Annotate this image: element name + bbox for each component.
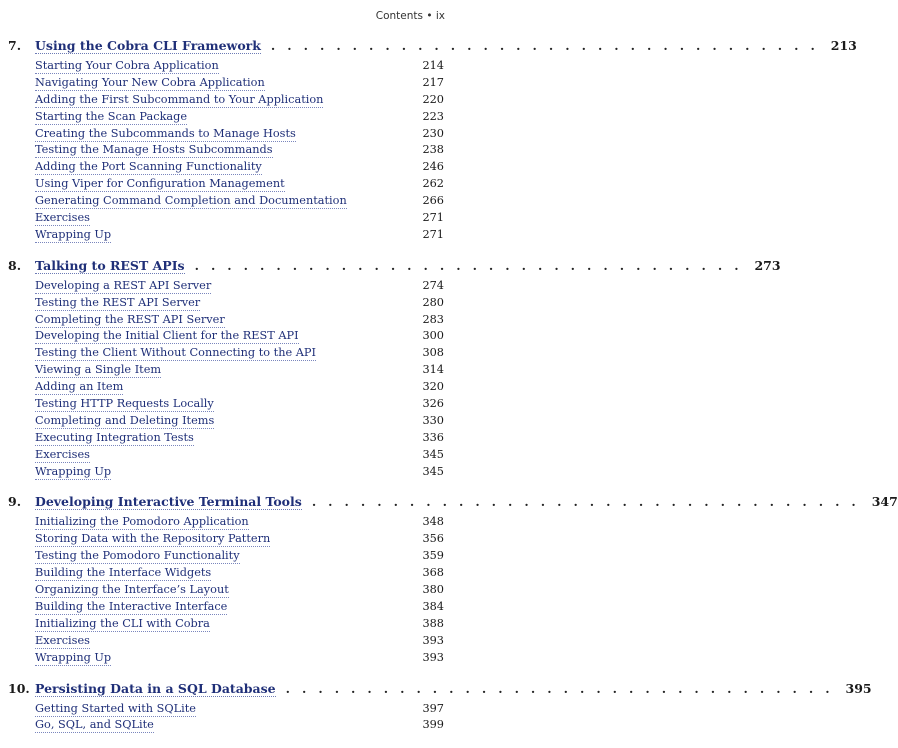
page-header: Contents • ix (375, 10, 445, 22)
dot-leader: .................................. (285, 680, 842, 696)
section-page-number: 271 (422, 227, 444, 241)
section-page-number: 356 (422, 532, 444, 546)
section-title-link[interactable]: Testing the REST API Server (35, 295, 201, 309)
section-entry[interactable] (8, 76, 444, 93)
section-title-link[interactable]: Wrapping Up (35, 650, 112, 664)
section-title-link[interactable]: Go, SQL, and SQLite (35, 718, 154, 732)
section-title-link[interactable]: Using Viper for Configuration Management (35, 177, 285, 191)
section-page-number: 359 (422, 549, 444, 563)
section-page-number: 388 (422, 616, 444, 630)
chapter-number: 9. (8, 494, 22, 510)
section-page-number: 246 (422, 160, 444, 174)
section-entry[interactable] (8, 431, 444, 448)
section-entry[interactable] (8, 93, 444, 110)
section-entry[interactable] (8, 600, 444, 617)
section-title-link[interactable]: Exercises (35, 633, 90, 647)
section-page-number: 368 (422, 566, 444, 580)
section-page-number: 393 (422, 633, 444, 647)
chapter-entry[interactable] (8, 38, 857, 59)
section-page-number: 283 (422, 312, 444, 326)
section-entry[interactable] (8, 566, 444, 583)
chapter-block (8, 38, 857, 245)
dot-leader: .................................. (270, 38, 827, 53)
section-title-link[interactable]: Starting the Scan Package (35, 109, 188, 123)
section-title-link[interactable]: Testing the Pomodoro Functionality (35, 549, 240, 563)
section-title-link[interactable]: Exercises (35, 211, 90, 225)
section-title-link[interactable]: Testing HTTP Requests Locally (35, 397, 214, 411)
section-entry[interactable] (8, 194, 444, 211)
section-title-link[interactable]: Initializing the CLI with Cobra (35, 616, 210, 630)
chapter-page-number: 213 (830, 38, 857, 53)
section-title-link[interactable]: Starting Your Cobra Application (35, 59, 219, 72)
section-title-link[interactable]: Storing Data with the Repository Pattern (35, 532, 271, 546)
chapter-title-link[interactable]: Developing Interactive Terminal Tools (35, 494, 302, 510)
section-title-link[interactable]: Completing and Deleting Items (35, 413, 215, 427)
section-page-number: 300 (422, 329, 444, 343)
section-title-link[interactable]: Developing the Initial Client for the REST API (35, 329, 299, 343)
section-title-link[interactable]: Creating the Subcommands to Manage Hosts (35, 126, 296, 140)
section-page-number: 266 (422, 194, 444, 208)
section-page-number: 380 (422, 583, 444, 597)
section-page-number: 238 (422, 143, 444, 157)
section-entry[interactable] (8, 532, 444, 549)
section-title-link[interactable]: Wrapping Up (35, 227, 112, 241)
section-entry[interactable] (8, 718, 444, 735)
section-title-link[interactable]: Building the Interactive Interface (35, 599, 228, 613)
section-entry[interactable] (8, 515, 444, 532)
section-entry[interactable] (8, 279, 444, 296)
section-entry[interactable] (8, 296, 444, 313)
section-title-link[interactable]: Viewing a Single Item (35, 363, 162, 377)
section-title-link[interactable]: Getting Started with SQLite (35, 701, 196, 715)
section-page-number: 397 (422, 701, 444, 715)
chapter-number: 8. (8, 257, 22, 273)
section-page-number: 217 (422, 75, 444, 89)
section-page-number: 223 (422, 109, 444, 123)
section-page-number: 399 (422, 718, 444, 732)
section-page-number: 384 (422, 599, 444, 613)
section-title-link[interactable]: Exercises (35, 447, 90, 461)
section-page-number: 320 (422, 380, 444, 394)
section-page-number: 330 (422, 413, 444, 427)
section-entry[interactable] (8, 583, 444, 600)
section-entry[interactable] (8, 160, 444, 177)
section-page-number: 214 (422, 59, 444, 72)
section-entry[interactable] (8, 549, 444, 566)
section-title-link[interactable]: Executing Integration Tests (35, 430, 194, 444)
section-title-link[interactable]: Adding an Item (35, 380, 124, 394)
section-page-number: 271 (422, 211, 444, 225)
section-entry[interactable] (8, 211, 444, 228)
section-title-link[interactable]: Building the Interface Widgets (35, 566, 212, 580)
chapter-number: 10. (8, 680, 30, 696)
chapter-number: 7. (8, 38, 22, 53)
section-page-number: 280 (422, 295, 444, 309)
section-title-link[interactable]: Initializing the Pomodoro Application (35, 515, 249, 529)
dot-leader: .................................. (311, 494, 868, 510)
section-entry[interactable] (8, 110, 444, 127)
section-entry[interactable] (8, 634, 444, 651)
chapter-page-number: 395 (845, 680, 872, 696)
section-page-number: 314 (422, 363, 444, 377)
section-entry[interactable] (8, 397, 444, 414)
chapter-title-link[interactable]: Persisting Data in a SQL Database (35, 680, 276, 696)
chapter-page-number: 273 (754, 257, 781, 273)
section-page-number: 262 (422, 177, 444, 191)
section-title-link[interactable]: Adding the Port Scanning Functionality (35, 160, 262, 174)
chapter-page-number: 347 (871, 494, 898, 510)
chapter-block (8, 680, 872, 736)
chapter-title-link[interactable]: Using the Cobra CLI Framework (35, 38, 261, 53)
section-page-number: 230 (422, 126, 444, 140)
section-page-number: 348 (422, 515, 444, 529)
chapter-entry[interactable] (8, 257, 781, 279)
section-entry[interactable] (8, 329, 444, 346)
chapter-title-link[interactable]: Talking to REST APIs (35, 257, 185, 273)
section-title-link[interactable]: Developing a REST API Server (35, 278, 212, 292)
section-page-number: 336 (422, 430, 444, 444)
chapter-block (8, 257, 781, 482)
section-entry[interactable] (8, 143, 444, 160)
section-title-link[interactable]: Testing the Client Without Connecting to the API (35, 346, 316, 360)
section-title-link[interactable]: Generating Command Completion and Documentation (35, 194, 347, 208)
section-page-number: 220 (422, 92, 444, 106)
section-entry[interactable] (8, 651, 444, 668)
section-entry[interactable] (8, 228, 444, 245)
section-entry[interactable] (8, 363, 444, 380)
section-entry[interactable] (8, 617, 444, 634)
section-title-link[interactable]: Completing the REST API Server (35, 312, 225, 326)
section-entry[interactable] (8, 448, 444, 465)
section-title-link[interactable]: Organizing the Interface’s Layout (35, 583, 229, 597)
section-page-number: 274 (422, 278, 444, 292)
section-page-number: 393 (422, 650, 444, 664)
section-page-number: 326 (422, 397, 444, 411)
table-of-contents (8, 38, 898, 748)
section-title-link[interactable]: Testing the Manage Hosts Subcommands (35, 143, 273, 157)
section-entry[interactable] (8, 59, 444, 76)
section-entry[interactable] (8, 346, 444, 363)
section-title-link[interactable]: Adding the First Subcommand to Your Application (35, 92, 324, 106)
section-entry[interactable] (8, 414, 444, 431)
section-entry[interactable] (8, 177, 444, 194)
section-entry[interactable] (8, 380, 444, 397)
section-page-number: 345 (422, 447, 444, 461)
section-entry[interactable] (8, 702, 444, 719)
section-title-link[interactable]: Navigating Your New Cobra Application (35, 75, 265, 89)
chapter-block (8, 494, 898, 667)
chapter-entry[interactable] (8, 494, 898, 515)
dot-leader: .................................. (194, 257, 751, 273)
chapter-entry[interactable] (8, 680, 872, 702)
section-page-number: 345 (422, 464, 444, 478)
section-entry[interactable] (8, 465, 444, 482)
section-entry[interactable] (8, 313, 444, 330)
section-page-number: 308 (422, 346, 444, 360)
section-entry[interactable] (8, 127, 444, 144)
section-title-link[interactable]: Wrapping Up (35, 464, 112, 478)
